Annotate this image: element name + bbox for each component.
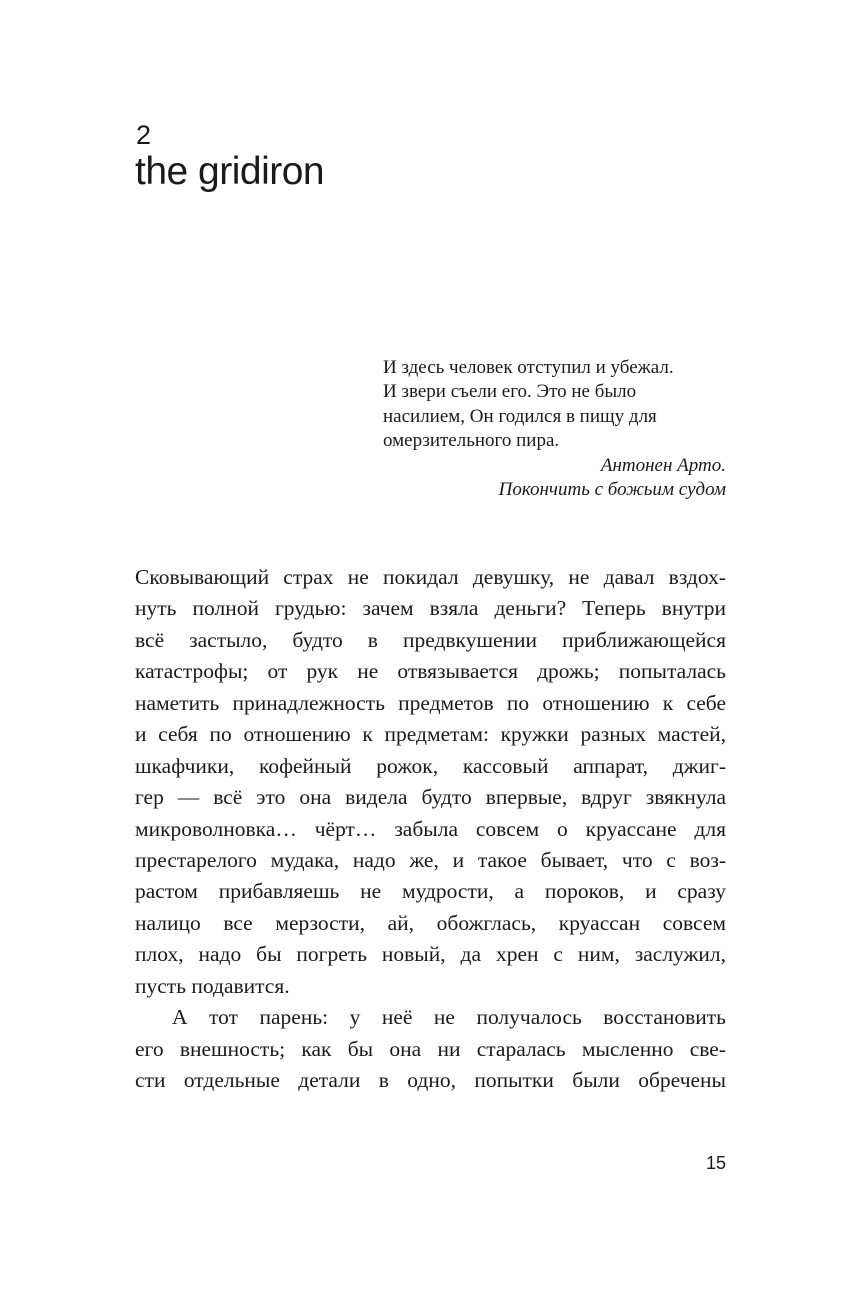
text-line: его внешность; как бы она ни старалась мысленно све- bbox=[135, 1036, 726, 1061]
text-line: плох, надо бы погреть новый, да хрен с ним, заслужил, bbox=[135, 942, 726, 967]
text-line: микроволновка… чёрт… забыла совсем о круассане для bbox=[135, 816, 726, 841]
text-line: сти отдельные детали в одно, попытки были обречены bbox=[135, 1068, 726, 1092]
text-line: гер — всё это она видела будто впервые, вдруг звякнула bbox=[135, 785, 726, 810]
epigraph-source: Покончить с божьим судом bbox=[498, 479, 726, 501]
text-line: наметить принадлежность предметов по отношению к себе bbox=[135, 690, 726, 715]
page-number: 15 bbox=[705, 1153, 726, 1173]
epigraph-line: насилием, Он годился в пищу для bbox=[383, 405, 657, 427]
text-line: А тот парень: у неё не получалось восстановить bbox=[172, 1005, 726, 1030]
text-line: Сковывающий страх не покидал девушку, не давал вздох- bbox=[135, 565, 726, 589]
text-line: налицо все мерзости, ай, обожглась, круассан совсем bbox=[135, 910, 726, 935]
epigraph-line: омерзительного пира. bbox=[383, 430, 560, 452]
text-line: катастрофы; от рук не отвязывается дрожь; попыталась bbox=[135, 659, 726, 684]
epigraph bbox=[383, 356, 726, 502]
epigraph-author: Антонен Арто. bbox=[600, 454, 726, 476]
text-line: и себя по отношению к предметам: кружки разных мастей, bbox=[135, 722, 726, 747]
text-line: престарелого мудака, надо же, и такое бывает, что с воз- bbox=[135, 847, 726, 872]
chapter-title: the gridiron bbox=[135, 150, 325, 193]
text-line: пусть подавится. bbox=[135, 973, 290, 998]
text-line: всё застыло, будто в предвкушении приближающейся bbox=[135, 627, 726, 652]
paragraph bbox=[135, 562, 726, 1002]
body-text bbox=[135, 562, 726, 1096]
paragraph bbox=[135, 1002, 726, 1096]
text-line: шкафчики, кофейный рожок, кассовый аппарат, джиг- bbox=[135, 753, 726, 778]
text-line: нуть полной грудью: зачем взяла деньги? Теперь внутри bbox=[135, 596, 726, 621]
chapter-number: 2 bbox=[136, 120, 152, 150]
epigraph-line: И звери съели его. Это не было bbox=[383, 381, 637, 403]
text-line: растом прибавляешь не мудрости, а пороков, и сразу bbox=[135, 879, 726, 904]
epigraph-line: И здесь человек отступил и убежал. bbox=[383, 357, 674, 378]
